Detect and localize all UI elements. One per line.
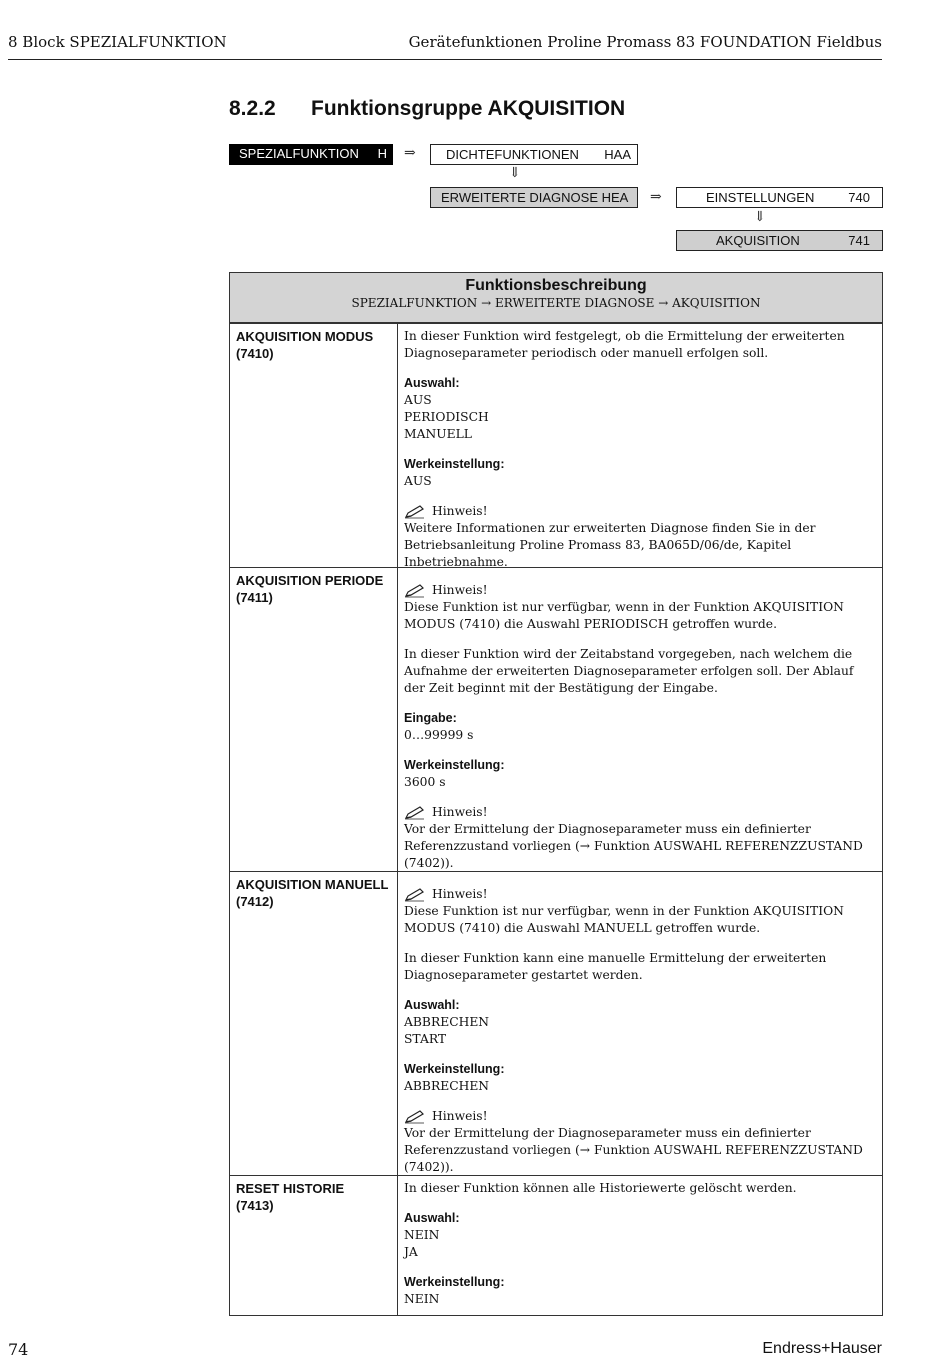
table-title: Funktionsbeschreibung: [465, 277, 647, 294]
nav-label: EINSTELLUNGEN: [706, 190, 815, 205]
function-description-cell: [398, 1176, 882, 1315]
note-block: [404, 804, 876, 872]
description-text: In dieser Funktion wird festgelegt, ob die Ermittelung der erweiterten Diagnoseparameter periodisch oder manuell erfolgen soll.: [404, 329, 845, 360]
pencil-icon: [404, 1110, 426, 1124]
section-heading: [229, 97, 625, 121]
arrow-right-icon: ⇒: [650, 189, 662, 205]
brand-footer: Endress+Hauser: [762, 1340, 882, 1357]
table-path: SPEZIALFUNKTION → ERWEITERTE DIAGNOSE → AKQUISITION: [351, 296, 761, 310]
auswahl-label: Auswahl:: [404, 998, 460, 1012]
function-code: (7413): [236, 1198, 274, 1213]
nav-einstellungen[interactable]: [676, 187, 883, 208]
nav-code: HAA: [604, 147, 631, 162]
nav-erweiterte-diagnose[interactable]: [430, 187, 638, 208]
description-text: In dieser Funktion kann eine manuelle Ermittelung der erweiterten Diagnoseparameter gestartet werden.: [404, 951, 827, 982]
option-item: NEIN: [404, 1228, 440, 1242]
nav-code: 740: [848, 190, 870, 205]
arrow-down-icon: ⇓: [754, 209, 766, 225]
auswahl-block: [404, 997, 876, 1048]
function-name: AKQUISITION PERIODE: [236, 573, 384, 588]
table-header: [230, 273, 882, 323]
werkeinstellung-value: ABBRECHEN: [404, 1079, 490, 1093]
function-name-cell: [230, 568, 398, 871]
option-item: ABBRECHEN: [404, 1015, 490, 1029]
option-item: START: [404, 1032, 447, 1046]
nav-code: H: [377, 146, 387, 161]
section-number: 8.2.2: [229, 97, 276, 120]
function-name-cell: [230, 324, 398, 567]
note-text: Diese Funktion ist nur verfügbar, wenn in der Funktion AKQUISITION MODUS (7410) die Auswahl PERIODISCH getroffen wurde.: [404, 600, 844, 631]
pencil-icon: [404, 505, 426, 519]
note-text: Vor der Ermittelung der Diagnoseparameter muss ein definierter Referenzzustand vorliegen (→ Funktion AUSWAHL REFERENZZUSTAND (7402)).: [404, 1126, 863, 1174]
werkeinstellung-value: 3600 s: [404, 775, 446, 789]
function-description-cell: [398, 872, 882, 1175]
pencil-icon: [404, 806, 426, 820]
werkeinstellung-block: [404, 456, 876, 490]
nav-code: 741: [848, 233, 870, 248]
table-row: [230, 567, 882, 871]
table-row: [230, 1175, 882, 1315]
nav-label: ERWEITERTE DIAGNOSE HEA: [441, 190, 629, 205]
eingabe-value: 0…99999 s: [404, 728, 474, 742]
auswahl-label: Auswahl:: [404, 376, 460, 390]
note-block: [404, 1108, 876, 1176]
note-block: [404, 582, 876, 633]
werkeinstellung-label: Werkeinstellung:: [404, 1062, 505, 1076]
function-description-table: [229, 272, 883, 1316]
header-chapter: 8 Block SPEZIALFUNKTION: [8, 33, 227, 51]
page-number: 74: [8, 1340, 29, 1359]
arrow-down-icon: ⇓: [509, 165, 521, 181]
option-item: AUS: [404, 393, 432, 407]
note-text: Weitere Informationen zur erweiterten Diagnose finden Sie in der Betriebsanleitung Proline Promass 83, BA065D/06/de, Kapitel Inbetriebnahme.: [404, 521, 816, 569]
option-item: JA: [404, 1245, 418, 1259]
description-text: In dieser Funktion können alle Historiewerte gelöscht werden.: [404, 1181, 797, 1195]
werkeinstellung-label: Werkeinstellung:: [404, 758, 505, 772]
note-label: Hinweis!: [432, 504, 488, 518]
function-name-cell: [230, 1176, 398, 1315]
werkeinstellung-label: Werkeinstellung:: [404, 457, 505, 471]
auswahl-block: [404, 1210, 876, 1261]
function-code: (7411): [236, 590, 273, 605]
function-name: RESET HISTORIE: [236, 1181, 345, 1196]
pencil-icon: [404, 888, 426, 902]
description-text: In dieser Funktion wird der Zeitabstand vorgegeben, nach welchem die Aufnahme der erweiterten Diagnoseparameter erfolgen soll. Der Ablauf der Zeit beginnt mit der Bestätigung der Eingabe.: [404, 647, 854, 695]
option-item: PERIODISCH: [404, 410, 489, 424]
werkeinstellung-value: NEIN: [404, 1292, 440, 1306]
function-name: AKQUISITION MANUELL: [236, 877, 389, 892]
werkeinstellung-label: Werkeinstellung:: [404, 1275, 505, 1289]
auswahl-label: Auswahl:: [404, 1211, 460, 1225]
table-row: [230, 323, 882, 567]
function-description-cell: [398, 568, 882, 871]
function-name-cell: [230, 872, 398, 1175]
header-rule: [8, 59, 882, 60]
werkeinstellung-block: [404, 1274, 876, 1308]
note-label: Hinweis!: [432, 1109, 488, 1123]
note-block: [404, 503, 876, 571]
note-label: Hinweis!: [432, 887, 488, 901]
werkeinstellung-block: [404, 757, 876, 791]
table-row: [230, 871, 882, 1175]
werkeinstellung-value: AUS: [404, 474, 432, 488]
function-code: (7412): [236, 894, 274, 909]
note-label: Hinweis!: [432, 805, 488, 819]
nav-dichtefunktionen[interactable]: [430, 144, 638, 165]
function-name: AKQUISITION MODUS: [236, 329, 374, 344]
nav-akquisition[interactable]: [676, 230, 883, 251]
nav-label: DICHTEFUNKTIONEN: [446, 147, 579, 162]
auswahl-block: [404, 375, 876, 443]
function-description-cell: [398, 324, 882, 567]
nav-spezialfunktion[interactable]: [229, 144, 393, 165]
eingabe-label: Eingabe:: [404, 711, 457, 725]
pencil-icon: [404, 584, 426, 598]
eingabe-block: [404, 710, 876, 744]
note-label: Hinweis!: [432, 583, 488, 597]
nav-label: SPEZIALFUNKTION: [239, 146, 359, 161]
function-code: (7410): [236, 346, 274, 361]
note-text: Vor der Ermittelung der Diagnoseparameter muss ein definierter Referenzzustand vorliegen (→ Funktion AUSWAHL REFERENZZUSTAND (7402)).: [404, 822, 863, 870]
werkeinstellung-block: [404, 1061, 876, 1095]
option-item: MANUELL: [404, 427, 472, 441]
arrow-right-icon: ⇒: [404, 145, 416, 161]
section-title: Funktionsgruppe AKQUISITION: [311, 97, 626, 120]
header-document-title: Gerätefunktionen Proline Promass 83 FOUNDATION Fieldbus: [408, 33, 882, 51]
note-block: [404, 886, 876, 937]
nav-label: AKQUISITION: [716, 233, 800, 248]
note-text: Diese Funktion ist nur verfügbar, wenn in der Funktion AKQUISITION MODUS (7410) die Auswahl MANUELL getroffen wurde.: [404, 904, 844, 935]
